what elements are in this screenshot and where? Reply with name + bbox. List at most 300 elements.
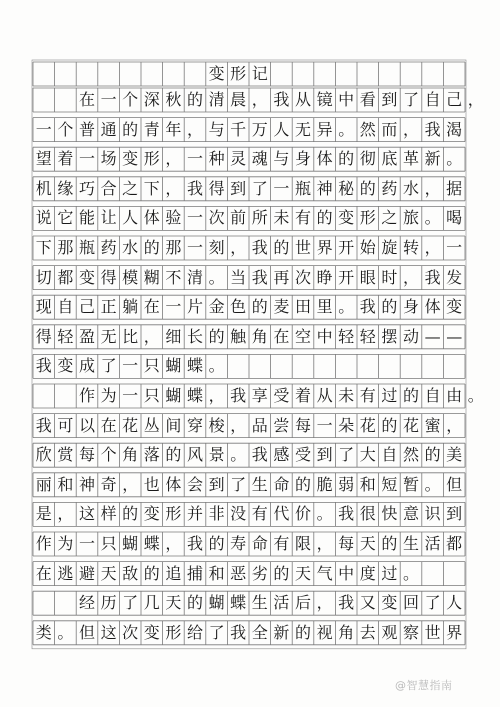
essay-char: 的 <box>186 90 203 109</box>
essay-char: 到 <box>230 178 247 198</box>
essay-char: 我 <box>359 297 376 317</box>
essay-char: 到 <box>208 474 225 494</box>
essay-char: 察 <box>402 622 419 642</box>
essay-char: 会 <box>186 474 203 494</box>
essay-char: 之 <box>122 178 139 198</box>
essay-char: 轻 <box>57 326 74 346</box>
essay-char: 蝶 <box>143 534 160 553</box>
essay-char: 蜜 <box>424 415 441 435</box>
essay-char: 未 <box>338 386 355 405</box>
essay-char: 缘 <box>57 178 74 198</box>
essay-char: 盈 <box>78 326 95 346</box>
watermark: @智慧指南 <box>395 679 453 692</box>
essay-char: 秘 <box>338 178 355 198</box>
essay-char: 一 <box>186 208 203 228</box>
essay-char: 切 <box>35 267 52 287</box>
essay-char: 寿 <box>230 534 247 553</box>
essay-char: 的 <box>381 297 398 317</box>
essay-char: 自 <box>57 297 74 317</box>
essay-char: 身 <box>402 297 419 317</box>
essay-char: 样 <box>100 504 117 524</box>
essay-char: 蝶 <box>230 593 247 613</box>
essay-char: ， <box>165 149 182 169</box>
essay-char: 蝴 <box>165 386 182 405</box>
essay-char: 下 <box>143 178 160 198</box>
essay-char: 和 <box>208 563 225 583</box>
essay-char: 身 <box>294 149 311 169</box>
essay-char: 体 <box>143 208 160 228</box>
essay-char: 据 <box>446 178 463 198</box>
essay-char: 每 <box>338 534 355 553</box>
essay-char: 轻 <box>338 326 355 346</box>
essay-char: 蝴 <box>122 534 139 553</box>
essay-char: 触 <box>230 326 247 346</box>
essay-char: 发 <box>446 267 463 287</box>
essay-char: 落 <box>143 445 160 465</box>
essay-char: 场 <box>100 149 117 169</box>
title-char: 变 <box>208 64 225 83</box>
essay-char: 得 <box>35 326 52 346</box>
essay-char: 个 <box>122 90 139 109</box>
essay-char: 机 <box>35 178 52 198</box>
essay-char: 避 <box>78 563 95 583</box>
essay-char: ， <box>57 504 74 524</box>
essay-char: 有 <box>273 534 290 553</box>
essay-char: 了 <box>251 178 268 198</box>
essay-char: 受 <box>273 386 290 405</box>
essay-char: 天 <box>165 593 182 613</box>
essay-char: 深 <box>143 90 160 109</box>
essay-char: 到 <box>446 504 463 524</box>
essay-char: 为 <box>100 386 117 405</box>
essay-char: 说 <box>35 208 52 228</box>
essay-char: 界 <box>446 622 463 642</box>
essay-char: 去 <box>359 622 376 642</box>
essay-char: 的 <box>208 326 225 346</box>
essay-char: 的 <box>143 563 160 583</box>
essay-char: 只 <box>100 534 117 553</box>
essay-char: 轻 <box>359 326 376 346</box>
essay-char: 价 <box>294 504 311 524</box>
essay-char: 而 <box>381 119 398 139</box>
essay-char: 形 <box>165 504 182 524</box>
essay-char: 。 <box>467 386 484 405</box>
essay-char: 变 <box>78 267 95 287</box>
essay-char: 花 <box>122 415 139 435</box>
essay-char: 从 <box>294 90 311 109</box>
essay-char: 自 <box>424 386 441 405</box>
essay-char: 色 <box>230 297 247 317</box>
essay-char: 景 <box>208 445 225 465</box>
essay-char: 了 <box>122 593 139 613</box>
essay-char: 糊 <box>143 267 160 287</box>
essay-char: 新 <box>273 622 290 642</box>
essay-char: 一 <box>122 386 139 405</box>
essay-char: ， <box>424 238 441 257</box>
essay-char: 自 <box>424 90 441 109</box>
essay-char: 。 <box>208 267 225 287</box>
essay-char: 变 <box>57 356 74 376</box>
essay-char: 梭 <box>208 415 225 435</box>
essay-char: 。 <box>424 208 441 228</box>
essay-char: 人 <box>122 208 139 228</box>
essay-char: 在 <box>78 90 95 109</box>
essay-char: 识 <box>424 504 441 524</box>
essay-char: 的 <box>251 297 268 317</box>
essay-char: 品 <box>251 415 268 435</box>
essay-char: 感 <box>273 445 290 465</box>
essay-char: 种 <box>208 149 225 169</box>
essay-char: 天 <box>359 534 376 553</box>
essay-char: ， <box>230 415 247 435</box>
essay-char: 一 <box>35 119 52 139</box>
essay-char: 在 <box>143 297 160 317</box>
essay-char: 在 <box>35 563 52 583</box>
essay-char: 生 <box>251 593 268 613</box>
essay-char: 望 <box>35 149 52 169</box>
essay-char: 新 <box>424 149 441 169</box>
essay-char: 所 <box>251 208 268 228</box>
essay-char: 可 <box>57 415 74 435</box>
essay-char: 但 <box>446 474 463 494</box>
essay-char: 时 <box>381 267 398 287</box>
essay-char: 在 <box>273 326 290 346</box>
essay-char: 正 <box>100 297 117 317</box>
essay-char: 角 <box>122 445 139 465</box>
essay-char: 丛 <box>143 415 160 435</box>
essay-char: 有 <box>294 208 311 228</box>
essay-char: 我 <box>251 238 268 257</box>
essay-char: 很 <box>359 504 376 524</box>
essay-char: 眼 <box>359 267 376 287</box>
essay-char: 视 <box>316 622 333 642</box>
essay-char: 然 <box>402 445 419 465</box>
essay-char: 了 <box>402 90 419 109</box>
essay-char: 的 <box>338 149 355 169</box>
essay-char: 能 <box>78 208 95 228</box>
essay-char: 风 <box>186 445 203 465</box>
essay-char: 一 <box>78 534 95 553</box>
essay-char: 一 <box>78 149 95 169</box>
essay-char: 的 <box>186 593 203 613</box>
essay-char: 几 <box>143 593 160 613</box>
essay-char: 的 <box>143 238 160 257</box>
essay-char: 过 <box>381 563 398 583</box>
essay-char: 度 <box>359 563 376 583</box>
essay-char: 转 <box>402 238 419 257</box>
essay-char: 我 <box>35 415 52 435</box>
essay-char: 摆 <box>381 326 398 346</box>
essay-char: 动 <box>402 326 419 346</box>
essay-char: 合 <box>100 178 117 198</box>
essay-char: 生 <box>251 474 268 494</box>
essay-char: 。 <box>446 149 463 169</box>
essay-char: 我 <box>186 534 203 553</box>
essay-char: 长 <box>186 326 203 346</box>
essay-char: 模 <box>122 267 139 287</box>
essay-char: 体 <box>316 149 333 169</box>
essay-char: 躺 <box>122 297 139 317</box>
essay-char: 世 <box>424 622 441 642</box>
essay-char: 。 <box>424 474 441 494</box>
essay-char: 形 <box>143 149 160 169</box>
essay-char: 着 <box>294 386 311 405</box>
essay-char: 角 <box>338 622 355 642</box>
essay-char: 没 <box>230 504 247 524</box>
essay-char: 全 <box>251 622 268 642</box>
essay-char: 青 <box>143 119 160 139</box>
essay-char: 意 <box>402 504 419 524</box>
essay-char: 短 <box>381 474 398 494</box>
essay-char: 奇 <box>100 474 117 494</box>
essay-char: 的 <box>122 504 139 524</box>
essay-char: 的 <box>381 415 398 435</box>
essay-char: 观 <box>381 622 398 642</box>
essay-char: 一 <box>100 90 117 109</box>
essay-char: 都 <box>446 534 463 553</box>
essay-char: 为 <box>57 534 74 553</box>
essay-char: 秋 <box>165 90 182 109</box>
essay-char: ， <box>403 119 420 139</box>
essay-char: 它 <box>57 208 74 228</box>
essay-char: 并 <box>186 504 203 524</box>
essay-char: 我 <box>186 178 203 198</box>
essay-char: 我 <box>424 119 441 139</box>
essay-char: 我 <box>251 267 268 287</box>
essay-char: 有 <box>251 504 268 524</box>
essay-char: 一 <box>186 238 203 257</box>
essay-char: 形 <box>359 208 376 228</box>
essay-char: 捕 <box>186 563 203 583</box>
essay-char: 金 <box>208 297 225 317</box>
essay-char: 历 <box>100 593 117 613</box>
essay-char: 过 <box>381 386 398 405</box>
essay-char: 蝶 <box>186 386 203 405</box>
essay-char: 让 <box>100 208 117 228</box>
essay-char: 了 <box>230 474 247 494</box>
essay-char: 暂 <box>402 474 419 494</box>
essay-char: 的 <box>381 534 398 553</box>
essay-char: — <box>424 326 441 346</box>
essay-char: 次 <box>208 208 225 228</box>
essay-char: 一 <box>122 356 139 376</box>
essay-char: 我 <box>230 386 247 405</box>
essay-char: 蝴 <box>165 356 182 376</box>
essay-char: 但 <box>78 622 95 642</box>
essay-char: 我 <box>338 593 355 613</box>
essay-char: ， <box>424 178 441 198</box>
essay-char: 恶 <box>230 563 247 583</box>
essay-char: 比 <box>122 326 139 346</box>
essay-char: 体 <box>165 474 182 494</box>
essay-char: 普 <box>78 119 95 139</box>
essay-char: — <box>446 326 463 346</box>
essay-char: ， <box>467 90 484 109</box>
essay-char: 。 <box>316 504 333 524</box>
essay-char: 命 <box>273 474 290 494</box>
essay-char: 气 <box>316 563 333 583</box>
essay-char: 花 <box>402 415 419 435</box>
essay-char: 个 <box>57 119 74 139</box>
essay-char: 睁 <box>316 267 333 287</box>
essay-char: 晨 <box>230 90 247 109</box>
essay-char: 经 <box>78 593 95 613</box>
essay-char: 成 <box>78 356 95 376</box>
essay-char: 未 <box>273 208 290 228</box>
essay-char: 镜 <box>316 90 333 109</box>
essay-char: 世 <box>294 238 311 257</box>
essay-char: 都 <box>57 267 74 287</box>
title-char: 记 <box>251 64 268 83</box>
essay-char: 在 <box>100 415 117 435</box>
essay-char: 的 <box>424 445 441 465</box>
essay-char: 我 <box>273 90 290 109</box>
essay-char: 开 <box>338 267 355 287</box>
essay-char: 作 <box>78 386 95 405</box>
essay-char: 快 <box>381 504 398 524</box>
essay-char: 魂 <box>251 149 268 169</box>
essay-char: 人 <box>273 119 290 139</box>
essay-char: 生 <box>402 534 419 553</box>
essay-char: 通 <box>100 119 117 139</box>
essay-char: 命 <box>251 534 268 553</box>
essay-char: 给 <box>186 622 203 642</box>
essay-char: 蝴 <box>208 593 225 613</box>
essay-char: 无 <box>100 326 117 346</box>
essay-char: 又 <box>359 593 376 613</box>
essay-char: ， <box>187 119 204 139</box>
essay-char: 代 <box>273 504 290 524</box>
essay-char: 再 <box>273 267 290 287</box>
essay-char: 次 <box>122 622 139 642</box>
essay-char: 后 <box>294 593 311 613</box>
essay-char: 喝 <box>446 208 463 228</box>
essay-char: 水 <box>402 178 419 198</box>
essay-char: 药 <box>100 238 117 257</box>
essay-char: 的 <box>294 622 311 642</box>
essay-char: 回 <box>402 593 419 613</box>
essay-char: 己 <box>446 90 463 109</box>
essay-char: 活 <box>273 593 290 613</box>
essay-char: 间 <box>165 415 182 435</box>
essay-char: 看 <box>359 90 376 109</box>
essay-char: 欣 <box>35 445 52 465</box>
essay-char: 千 <box>230 119 247 139</box>
essay-char: 角 <box>251 326 268 346</box>
essay-char: 变 <box>381 593 398 613</box>
essay-char: 到 <box>316 445 333 465</box>
essay-char: 花 <box>359 415 376 435</box>
essay-char: 底 <box>381 149 398 169</box>
essay-char: 瓶 <box>78 238 95 257</box>
essay-char: 己 <box>78 297 95 317</box>
essay-char: 这 <box>78 504 95 524</box>
essay-char: 的 <box>273 238 290 257</box>
essay-char: 活 <box>424 534 441 553</box>
essay-char: 现 <box>35 297 52 317</box>
essay-char: 瓶 <box>294 178 311 198</box>
essay-char: 神 <box>78 474 95 494</box>
essay-char: 形 <box>165 622 182 642</box>
essay-char: 变 <box>143 622 160 642</box>
essay-char: 每 <box>78 445 95 465</box>
essay-char: 与 <box>273 149 290 169</box>
essay-char: 旋 <box>381 238 398 257</box>
essay-char: 下 <box>35 238 52 257</box>
essay-char: 人 <box>446 593 463 613</box>
essay-char: 也 <box>143 474 160 494</box>
essay-char: 天 <box>100 563 117 583</box>
essay-char: 赏 <box>57 445 74 465</box>
essay-char: 与 <box>208 119 225 139</box>
essay-char: 逃 <box>57 563 74 583</box>
essay-char: 的 <box>273 563 290 583</box>
essay-char: 片 <box>186 297 203 317</box>
essay-char: 了 <box>338 445 355 465</box>
essay-char: 旅 <box>402 208 419 228</box>
essay-char: 一 <box>186 149 203 169</box>
essay-char: 水 <box>122 238 139 257</box>
essay-char: 天 <box>294 563 311 583</box>
essay-char: ， <box>230 238 247 257</box>
essay-char: ， <box>403 267 420 287</box>
essay-char: 不 <box>165 267 182 287</box>
essay-char: ， <box>446 415 463 435</box>
essay-char: 蝶 <box>186 356 203 376</box>
essay-char: 自 <box>381 445 398 465</box>
essay-char: 彻 <box>359 149 376 169</box>
essay-char: 只 <box>143 356 160 376</box>
essay-char: ， <box>165 178 182 198</box>
essay-char: 无 <box>294 119 311 139</box>
essay-char: 受 <box>294 445 311 465</box>
essay-char: 了 <box>100 356 117 376</box>
essay-char: 美 <box>446 445 463 465</box>
essay-char: 异 <box>316 119 333 139</box>
essay-char: 的 <box>359 178 376 198</box>
essay-char: 弱 <box>338 474 355 494</box>
essay-char: 我 <box>230 622 247 642</box>
essay-char: 劣 <box>251 563 268 583</box>
essay-char: 敌 <box>122 563 139 583</box>
essay-char: 一 <box>446 238 463 257</box>
essay-char: 和 <box>57 474 74 494</box>
essay-char: 的 <box>122 119 139 139</box>
essay-char: ， <box>316 593 333 613</box>
essay-char: 的 <box>402 386 419 405</box>
essay-char: 。 <box>208 356 225 376</box>
essay-char: 一 <box>165 297 182 317</box>
essay-char: 了 <box>424 593 441 613</box>
essay-char: 然 <box>359 119 376 139</box>
essay-char: 一 <box>316 415 333 435</box>
essay-char: 。 <box>338 297 355 317</box>
title-char: 形 <box>230 64 247 83</box>
essay-char: 刻 <box>208 238 225 257</box>
essay-char: 革 <box>402 149 419 169</box>
essay-char: ， <box>251 90 268 109</box>
essay-char: 由 <box>446 386 463 405</box>
essay-char: 。 <box>338 119 355 139</box>
essay-char: 着 <box>57 149 74 169</box>
essay-char: 追 <box>165 563 182 583</box>
essay-char: 巧 <box>78 178 95 198</box>
essay-char: 得 <box>100 267 117 287</box>
essay-char: 丽 <box>35 474 52 494</box>
essay-char: 的 <box>294 474 311 494</box>
essay-char: 开 <box>338 238 355 257</box>
essay-char: 我 <box>424 267 441 287</box>
